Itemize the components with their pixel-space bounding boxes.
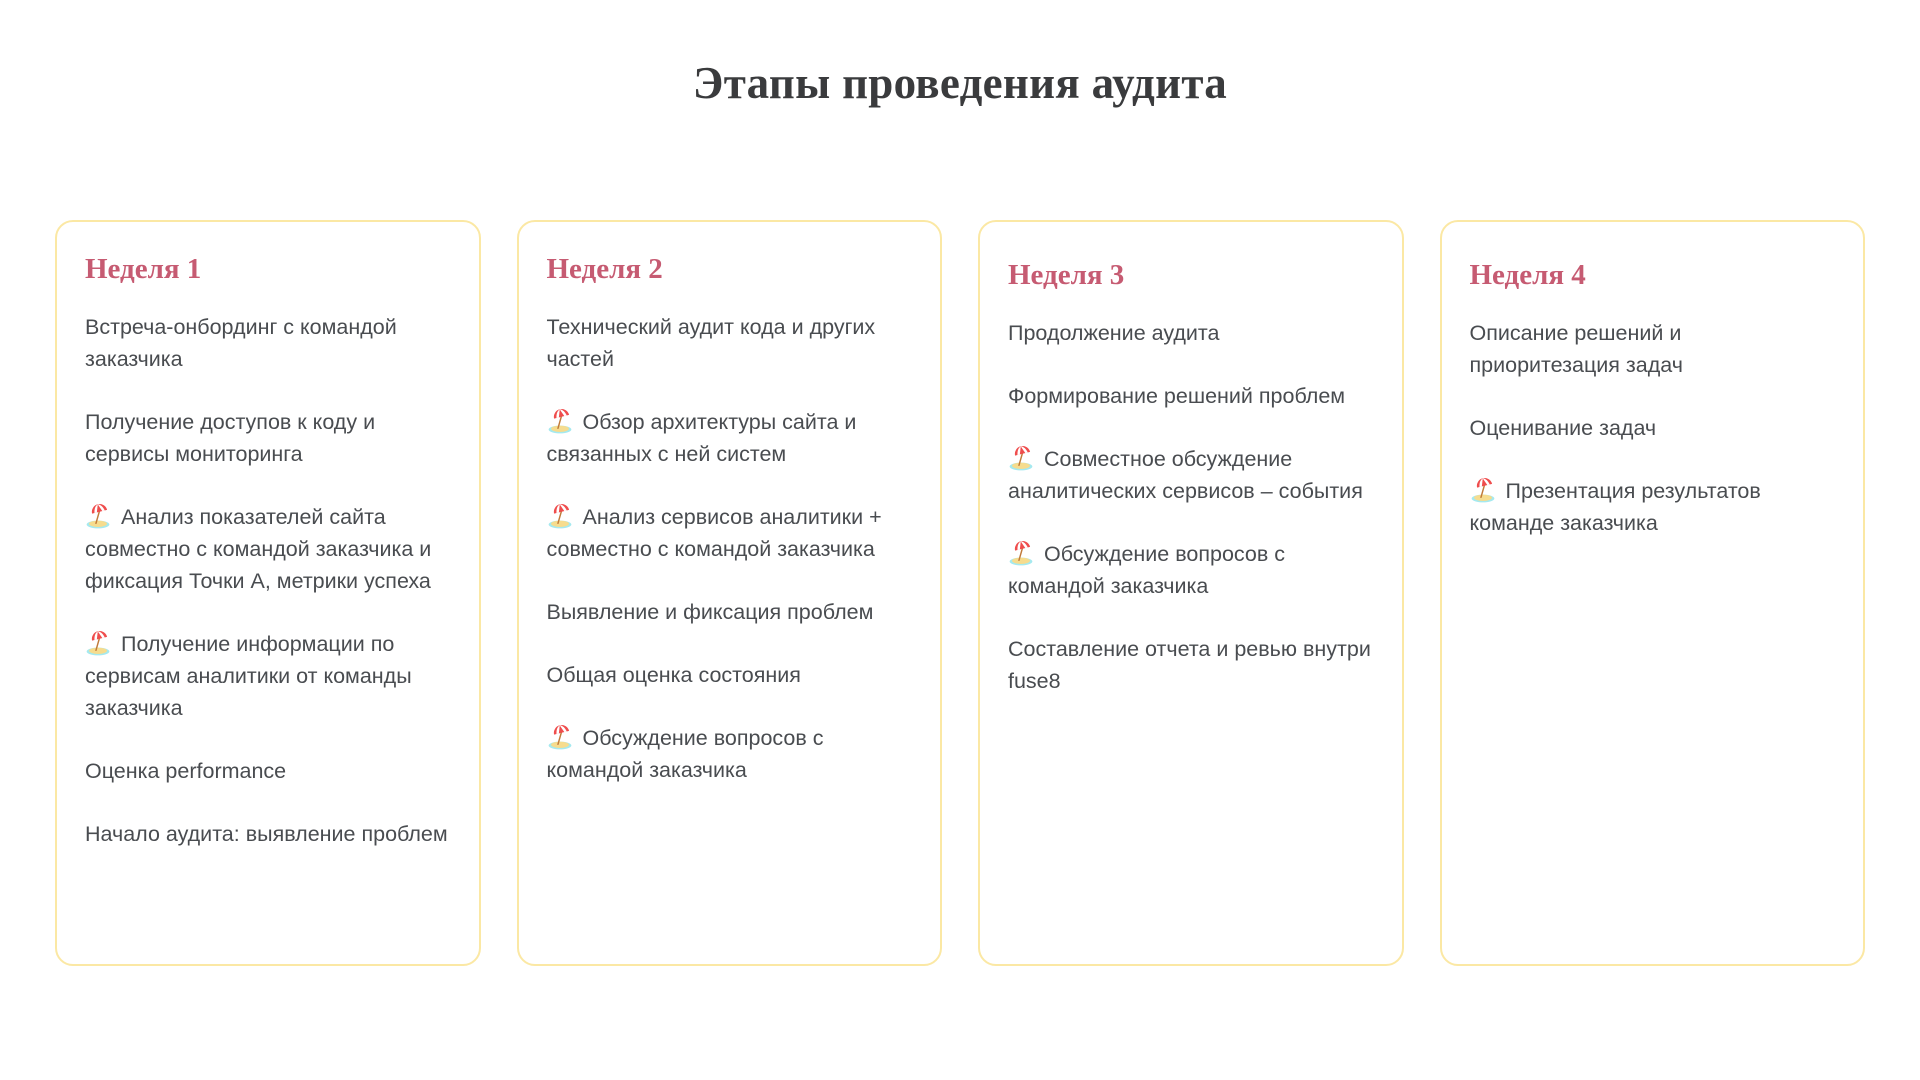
list-item-text: Анализ сервисов аналитики + совместно с командой заказчика [546,504,882,561]
card-title: Неделя 3 [1008,259,1125,291]
card-title: Неделя 1 [85,253,202,285]
list-item [547,311,913,375]
list-item [1008,633,1374,697]
list-item [85,818,451,850]
list-item-text: Анализ показателей сайта совместно с командой заказчика и фиксация Точки А, метрики успеха [85,504,432,593]
card-body [547,311,913,786]
list-item [85,311,451,375]
list-item-text: Формирование решений проблем [1008,383,1346,408]
list-item [1008,317,1374,349]
card-title: Неделя 2 [546,253,663,285]
list-item-text: Выявление и фиксация проблем [546,599,874,624]
list-item [1470,475,1836,539]
cards-row [0,220,1920,966]
week-card [1440,220,1866,966]
list-item-text: Презентация результатов команде заказчика [1469,478,1761,535]
card-title: Неделя 4 [1469,259,1586,291]
list-item-text: Начало аудита: выявление проблем [85,821,448,846]
list-item-text: Технический аудит кода и других частей [546,314,876,371]
list-item-text: Получение информации по сервисам аналитики от команды заказчика [85,631,412,720]
list-item [1008,380,1374,412]
list-item [1470,412,1836,444]
list-item-text: Встреча-онбординг с командой заказчика [85,314,397,371]
week-card [517,220,943,966]
list-item-text: Продолжение аудита [1008,320,1220,345]
list-item-text: Обзор архитектуры сайта и связанных с ней систем [546,409,857,466]
beach-umbrella-icon [1008,445,1034,471]
beach-umbrella-icon [547,408,573,434]
list-item-text: Оценка performance [85,758,287,783]
beach-umbrella-icon [547,503,573,529]
beach-umbrella-icon [85,630,111,656]
list-item [547,659,913,691]
list-item-text: Обсуждение вопросов с командой заказчика [1008,541,1286,598]
list-item [85,755,451,787]
beach-umbrella-icon [1008,540,1034,566]
list-item-text: Общая оценка состояния [546,662,801,687]
list-item [1470,317,1836,381]
list-item-text: Описание решений и приоритезация задач [1469,320,1683,377]
beach-umbrella-icon [1470,477,1496,503]
page-title: Этапы проведения аудита [692,58,1228,108]
list-item [85,628,451,724]
list-item [547,722,913,786]
card-body [85,311,451,850]
list-item [1008,538,1374,602]
beach-umbrella-icon [85,503,111,529]
list-item [85,501,451,597]
list-item [85,406,451,470]
beach-umbrella-icon [547,724,573,750]
list-item [547,406,913,470]
card-body [1470,317,1836,539]
week-card [55,220,481,966]
list-item [547,596,913,628]
week-card [978,220,1404,966]
list-item-text: Получение доступов к коду и сервисы мониторинга [85,409,376,466]
list-item-text: Составление отчета и ревью внутри fuse8 [1008,636,1371,693]
list-item-text: Совместное обсуждение аналитических сервисов – события [1008,446,1363,503]
card-body [1008,317,1374,697]
list-item [1008,443,1374,507]
list-item [547,501,913,565]
list-item-text: Обсуждение вопросов с командой заказчика [546,725,824,782]
list-item-text: Оценивание задач [1469,415,1657,440]
